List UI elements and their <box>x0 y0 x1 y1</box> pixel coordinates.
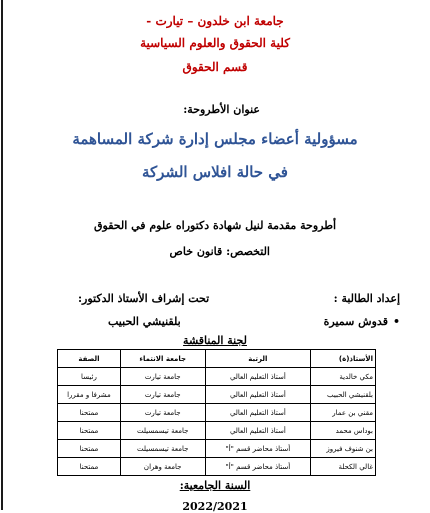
table-row <box>58 404 376 422</box>
thesis-title-label: عنوان الأطروحة: <box>183 103 260 116</box>
cell-name: مقني بن عمار <box>311 404 376 422</box>
cell-name: بن شنوف فيروز <box>311 440 376 458</box>
cell-role: ممتحنا <box>58 458 121 476</box>
cell-rank: أستاذ التعليم العالي <box>205 386 311 404</box>
cell-name: بوداس محمد <box>311 422 376 440</box>
header-professor: الأستاذ(ة) <box>311 350 376 368</box>
cell-university: جامعة تيسمسيلت <box>120 422 205 440</box>
degree-statement: أطروحة مقدمة لنيل شهادة دكتوراه علوم في الحقوق <box>93 219 337 232</box>
student-name: قدوش سميرة <box>323 315 388 328</box>
cell-rank: أستاذ محاضر قسم "أ" <box>205 440 311 458</box>
faculty-name: كلية الحقوق والعلوم السياسية <box>140 36 290 50</box>
department-name: قسم الحقوق <box>182 60 248 74</box>
cell-university: جامعة تيارت <box>120 404 205 422</box>
student-label: إعداد الطالبة : <box>333 292 400 305</box>
cell-role: ممتحنا <box>58 422 121 440</box>
table-row <box>58 368 376 386</box>
university-name: جامعة ابن خلدون – تيارت - <box>146 14 284 28</box>
cell-role: ممتحنا <box>58 404 121 422</box>
page-border-line <box>1 0 3 510</box>
committee-table <box>57 349 376 476</box>
cell-university: جامعة تيارت <box>120 386 205 404</box>
cell-role: رئيسا <box>58 368 121 386</box>
academic-year-label: السنة الجامعية: <box>179 479 251 492</box>
cell-name: غالي الكحلة <box>311 458 376 476</box>
header-rank: الرتبة <box>205 350 311 368</box>
thesis-title-line-2: في حالة افلاس الشركة <box>142 163 288 181</box>
table-row <box>58 458 376 476</box>
cell-rank: أستاذ التعليم العالي <box>205 422 311 440</box>
table-row <box>58 422 376 440</box>
cell-university: جامعة وهران <box>120 458 205 476</box>
header-role: الصفة <box>58 350 121 368</box>
supervisor-name: بلقنيشي الحبيب <box>108 315 181 328</box>
academic-year: 2022/2021 <box>182 500 248 513</box>
cell-rank: أستاذ التعليم العالي <box>205 404 311 422</box>
cell-rank: أستاذ التعليم العالي <box>205 368 311 386</box>
supervisor-label: تحت إشراف الأستاذ الدكتور: <box>78 292 210 305</box>
table-row <box>58 386 376 404</box>
bullet-marker: • <box>392 315 400 328</box>
thesis-title-line-1: مسؤولية أعضاء مجلس إدارة شركة المساهمة <box>72 130 358 148</box>
table-row <box>58 440 376 458</box>
cell-name: مكي خالدية <box>311 368 376 386</box>
table-header-row <box>58 350 376 368</box>
header-university: جامعة الانتماء <box>120 350 205 368</box>
cell-name: بلقنيشي الحبيب <box>311 386 376 404</box>
cell-university: جامعة تيسمسيلت <box>120 440 205 458</box>
student-name-line <box>324 315 400 328</box>
specialization: التخصص: قانون خاص <box>169 245 270 258</box>
cell-university: جامعة تيارت <box>120 368 205 386</box>
committee-title: لجنة المناقشة <box>183 334 247 347</box>
cell-role: مشرفا و مقررا <box>58 386 121 404</box>
cell-role: ممتحنا <box>58 440 121 458</box>
cell-rank: أستاذ محاضر قسم "أ" <box>205 458 311 476</box>
